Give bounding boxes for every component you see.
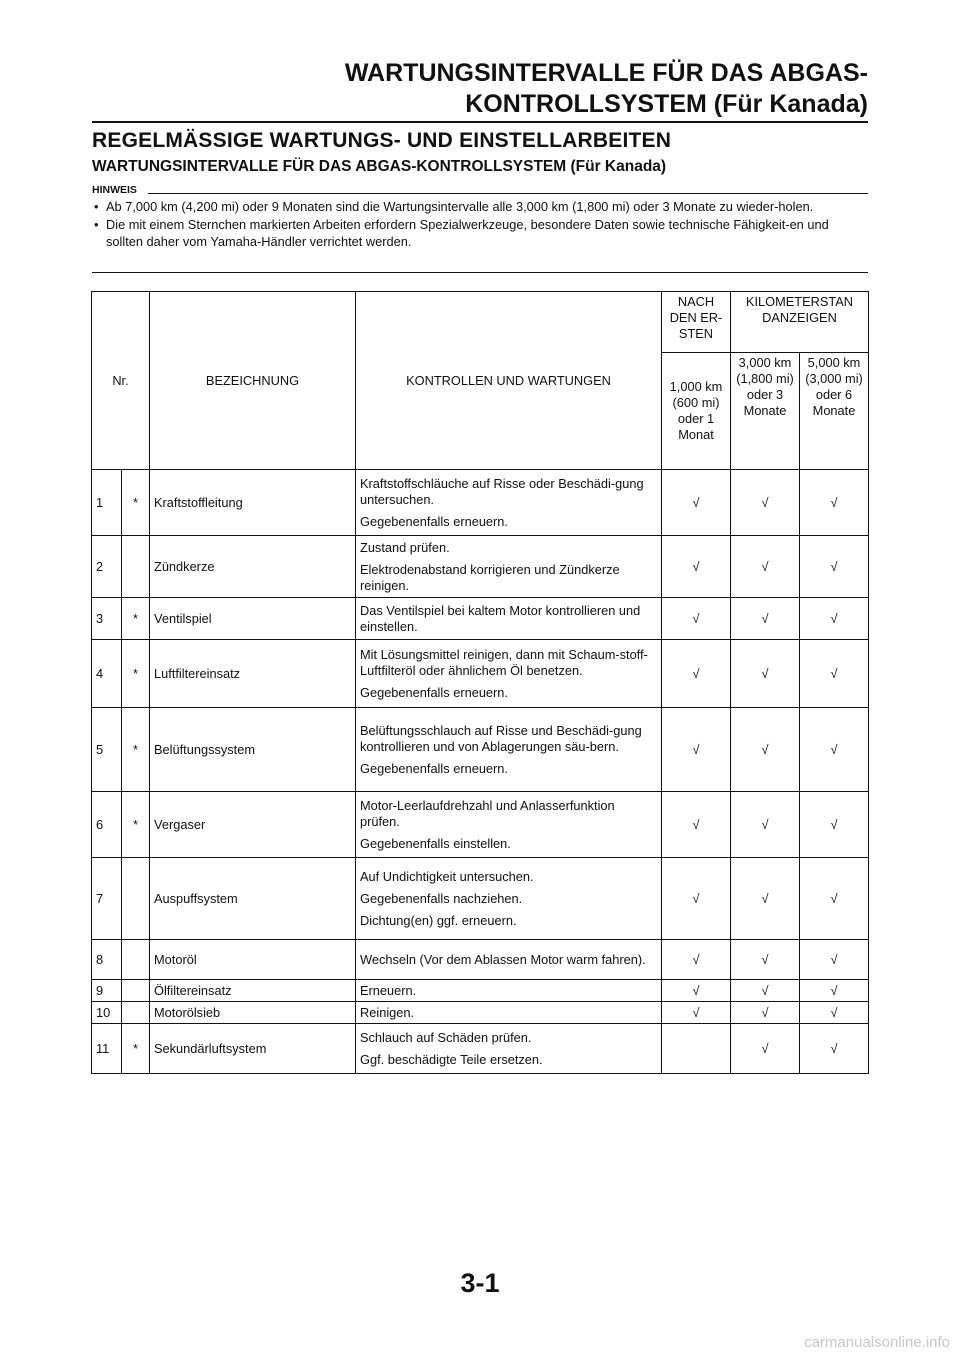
check-interval-3: √ — [800, 708, 869, 792]
header-title-line-1: WARTUNGSINTERVALLE FÜR DAS ABGAS- — [344, 59, 868, 87]
work-step: Gegebenenfalls einstellen. — [360, 835, 511, 851]
cell-work — [356, 470, 662, 536]
work-step: Gegebenenfalls erneuern. — [360, 760, 508, 776]
watermark: carmanualsonline.info — [804, 1334, 950, 1351]
cell-star — [122, 940, 150, 980]
cell-name: Motorölsieb — [150, 1002, 356, 1024]
cell-nr: 7 — [92, 858, 122, 940]
cell-star — [122, 536, 150, 598]
cell-name: Ventilspiel — [150, 598, 356, 640]
check-interval-3: √ — [800, 1024, 869, 1074]
cell-name: Zündkerze — [150, 536, 356, 598]
cell-nr: 5 — [92, 708, 122, 792]
header-interval-3: 5,000 km (3,000 mi) oder 6 Monate — [800, 353, 869, 470]
table-row — [92, 1024, 869, 1074]
check-interval-1 — [662, 1024, 731, 1074]
table-row — [92, 640, 869, 708]
check-interval-2: √ — [731, 598, 800, 640]
work-step: Gegebenenfalls erneuern. — [360, 513, 508, 529]
cell-name: Belüftungssystem — [150, 708, 356, 792]
check-interval-2: √ — [731, 536, 800, 598]
check-interval-3: √ — [800, 640, 869, 708]
cell-work — [356, 1024, 662, 1074]
cell-name: Kraftstoffleitung — [150, 470, 356, 536]
cell-nr: 3 — [92, 598, 122, 640]
cell-work — [356, 940, 662, 980]
page-header-title — [345, 58, 868, 120]
work-step: Motor-Leerlaufdrehzahl und Anlasserfunktion prüfen. — [360, 797, 615, 829]
check-interval-3: √ — [800, 792, 869, 858]
note-list — [92, 198, 868, 251]
check-interval-1: √ — [662, 708, 731, 792]
check-interval-2: √ — [731, 640, 800, 708]
note-divider — [148, 193, 868, 194]
table-header-row — [92, 292, 869, 353]
table-row — [92, 792, 869, 858]
check-interval-3: √ — [800, 858, 869, 940]
table-row — [92, 980, 869, 1002]
check-interval-2: √ — [731, 470, 800, 536]
work-step: Gegebenenfalls erneuern. — [360, 684, 508, 700]
note-label: HINWEIS — [92, 184, 137, 196]
table-row — [92, 940, 869, 980]
header-interval-1: 1,000 km (600 mi) oder 1 Monat — [662, 353, 731, 470]
cell-nr: 10 — [92, 1002, 122, 1024]
cell-work — [356, 598, 662, 640]
cell-star: * — [122, 792, 150, 858]
cell-name: Luftfiltereinsatz — [150, 640, 356, 708]
cell-nr: 8 — [92, 940, 122, 980]
cell-work — [356, 858, 662, 940]
table-row — [92, 536, 869, 598]
cell-work — [356, 708, 662, 792]
cell-nr: 1 — [92, 470, 122, 536]
cell-work — [356, 1002, 662, 1024]
work-step: Dichtung(en) ggf. erneuern. — [360, 912, 517, 928]
header-divider — [92, 121, 868, 123]
bullet-icon: • — [94, 216, 99, 232]
header-title-line-2: KONTROLLSYSTEM (Für Kanada) — [465, 90, 868, 118]
table-row — [92, 1002, 869, 1024]
header-odometer: KILOMETERSTAN DANZEIGEN — [731, 292, 869, 353]
cell-nr: 9 — [92, 980, 122, 1002]
cell-nr: 6 — [92, 792, 122, 858]
work-step: Erneuern. — [360, 982, 417, 998]
section-subtitle: WARTUNGSINTERVALLE FÜR DAS ABGAS-KONTROLLSYSTEM (Für Kanada) — [92, 158, 667, 175]
cell-star: * — [122, 708, 150, 792]
header-first-service: NACH DEN ER-STEN — [662, 292, 731, 353]
cell-star: * — [122, 470, 150, 536]
check-interval-1: √ — [662, 858, 731, 940]
check-interval-1: √ — [662, 940, 731, 980]
check-interval-3: √ — [800, 470, 869, 536]
work-step: Elektrodenabstand korrigieren und Zündkerze reinigen. — [360, 561, 620, 593]
check-interval-1: √ — [662, 536, 731, 598]
work-step: Ggf. beschädigte Teile ersetzen. — [360, 1051, 543, 1067]
cell-star: * — [122, 598, 150, 640]
cell-name: Auspuffsystem — [150, 858, 356, 940]
cell-nr: 4 — [92, 640, 122, 708]
check-interval-3: √ — [800, 1002, 869, 1024]
work-step: Schlauch auf Schäden prüfen. — [360, 1029, 532, 1045]
bullet-icon: • — [94, 199, 99, 214]
work-step: Belüftungsschlauch auf Risse und Beschädi-gung kontrollieren und von Ablagerungen säu-bern. — [360, 722, 642, 754]
work-step: Wechseln (Vor dem Ablassen Motor warm fahren). — [360, 951, 646, 967]
header-interval-2: 3,000 km (1,800 mi) oder 3 Monate — [731, 353, 800, 470]
table-row — [92, 470, 869, 536]
check-interval-1: √ — [662, 1002, 731, 1024]
check-interval-3: √ — [800, 940, 869, 980]
check-interval-3: √ — [800, 980, 869, 1002]
work-step: Mit Lösungsmittel reinigen, dann mit Schaum-stoff-Luftfilteröl oder ähnlichem Öl benetzen. — [360, 646, 648, 678]
page-number: 3-1 — [460, 1268, 500, 1298]
check-interval-1: √ — [662, 470, 731, 536]
work-step: Das Ventilspiel bei kaltem Motor kontrollieren und einstellen. — [360, 602, 641, 634]
header-work: KONTROLLEN UND WARTUNGEN — [356, 292, 662, 470]
note-item-text: Ab 7,000 km (4,200 mi) oder 9 Monaten sind die Wartungsintervalle alle 3,000 km (1,800 mi) oder 3 Monate zu wieder-holen. — [106, 199, 814, 214]
note-item — [92, 216, 868, 251]
work-step: Reinigen. — [360, 1004, 415, 1020]
cell-name: Motoröl — [150, 940, 356, 980]
cell-work — [356, 980, 662, 1002]
cell-name: Sekundärluftsystem — [150, 1024, 356, 1074]
header-name: BEZEICHNUNG — [150, 292, 356, 470]
check-interval-1: √ — [662, 792, 731, 858]
cell-star — [122, 858, 150, 940]
cell-star — [122, 1002, 150, 1024]
check-interval-2: √ — [731, 1024, 800, 1074]
check-interval-3: √ — [800, 598, 869, 640]
cell-work — [356, 792, 662, 858]
table-row — [92, 598, 869, 640]
check-interval-2: √ — [731, 940, 800, 980]
check-interval-1: √ — [662, 598, 731, 640]
note-item — [92, 198, 868, 216]
work-step: Kraftstoffschläuche auf Risse oder Beschädi-gung untersuchen. — [360, 475, 644, 507]
header-nr: Nr. — [92, 292, 150, 470]
check-interval-3: √ — [800, 536, 869, 598]
table-row — [92, 708, 869, 792]
check-interval-2: √ — [731, 980, 800, 1002]
cell-name: Vergaser — [150, 792, 356, 858]
work-step: Zustand prüfen. — [360, 539, 450, 555]
cell-work — [356, 640, 662, 708]
check-interval-1: √ — [662, 980, 731, 1002]
cell-work — [356, 536, 662, 598]
table-row — [92, 858, 869, 940]
check-interval-2: √ — [731, 792, 800, 858]
check-interval-2: √ — [731, 858, 800, 940]
check-interval-1: √ — [662, 640, 731, 708]
cell-star — [122, 980, 150, 1002]
note-item-text: Die mit einem Sternchen markierten Arbeiten erfordern Spezialwerkzeuge, besondere Daten sowie technische Fähigkeit-en und sollten daher vom Yamaha-Händler verrichtet werden. — [106, 216, 829, 249]
section-title: REGELMÄSSIGE WARTUNGS- UND EINSTELLARBEITEN — [92, 129, 672, 152]
cell-star: * — [122, 640, 150, 708]
check-interval-2: √ — [731, 1002, 800, 1024]
check-interval-2: √ — [731, 708, 800, 792]
maintenance-table — [91, 291, 869, 1074]
cell-name: Ölfiltereinsatz — [150, 980, 356, 1002]
cell-nr: 11 — [92, 1024, 122, 1074]
note-end-divider — [92, 272, 868, 273]
work-step: Auf Undichtigkeit untersuchen. — [360, 868, 534, 884]
work-step: Gegebenenfalls nachziehen. — [360, 890, 523, 906]
cell-star: * — [122, 1024, 150, 1074]
cell-nr: 2 — [92, 536, 122, 598]
